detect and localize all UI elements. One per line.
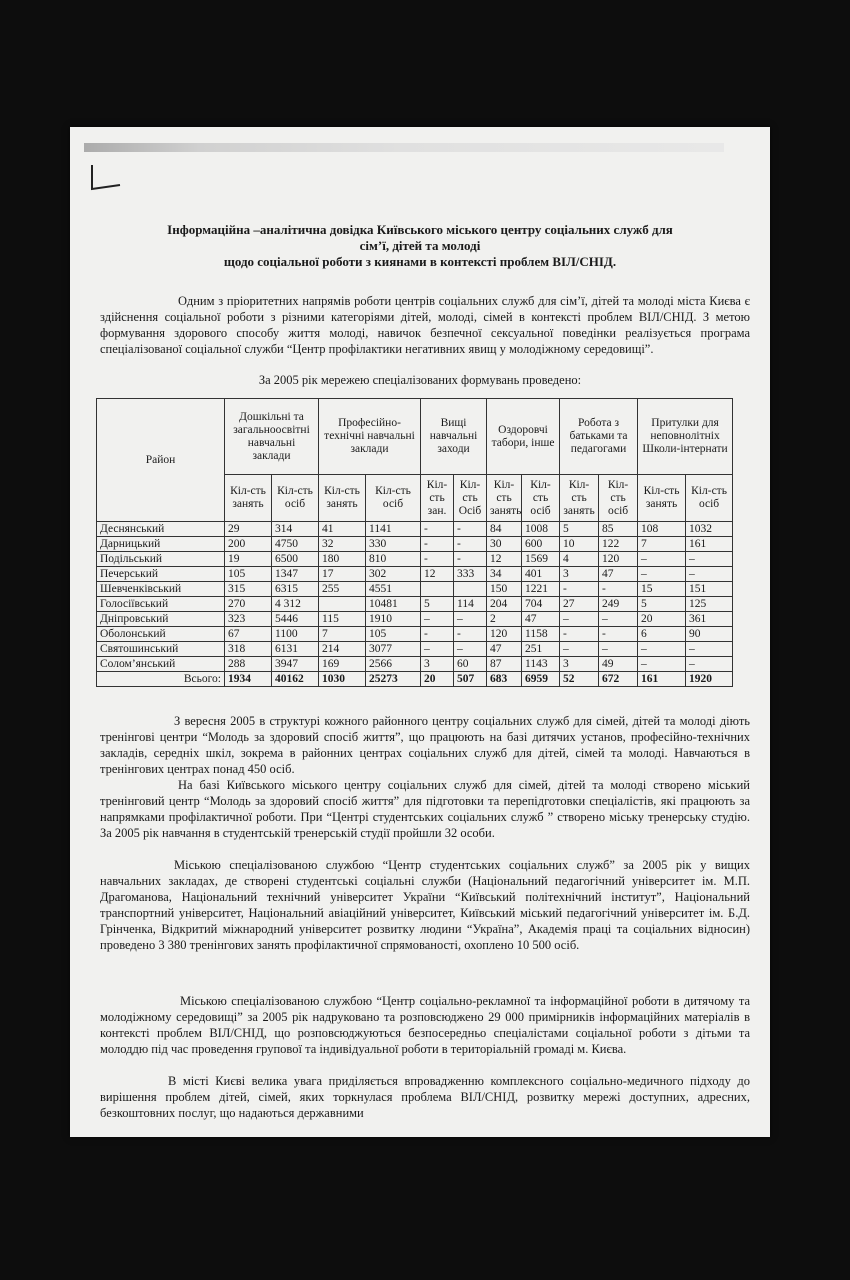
- table-cell: 161: [638, 672, 686, 687]
- total-row: [97, 672, 733, 687]
- table-cell: 1141: [366, 522, 421, 537]
- region-name: Дніпровський: [97, 612, 225, 627]
- table-cell: 4750: [272, 537, 319, 552]
- table-cell: –: [638, 642, 686, 657]
- table-cell: 810: [366, 552, 421, 567]
- table-cell: 1158: [522, 627, 560, 642]
- table-cell: 683: [487, 672, 522, 687]
- table-cell: 150: [487, 582, 522, 597]
- table-cell: 1934: [225, 672, 272, 687]
- table-cell: 6500: [272, 552, 319, 567]
- table-row: [97, 537, 733, 552]
- table-cell: 49: [599, 657, 638, 672]
- table-cell: 169: [319, 657, 366, 672]
- table-cell: -: [421, 537, 454, 552]
- table-cell: 108: [638, 522, 686, 537]
- group-header: Професійно-технічні навчальні заклади: [319, 399, 421, 475]
- group-header: Робота з батьками та педагогами: [560, 399, 638, 475]
- table-cell: 672: [599, 672, 638, 687]
- region-name: Оболонський: [97, 627, 225, 642]
- paragraph-social-medical-approach: В місті Києві велика увага приділяється впровадженню комплексного соціально-медичного підходу до вирішення проблем дітей, сімей, яких торкнулася проблема ВІЛ/СНІД, розвитку мережі доступних, адресних, безкоштовних послуг, що надаються державними: [100, 1074, 750, 1120]
- table-cell: 47: [522, 612, 560, 627]
- table-cell: 161: [686, 537, 733, 552]
- subheader: Кіл-сть осіб: [522, 475, 560, 522]
- table-cell: 270: [225, 597, 272, 612]
- table-cell: 19: [225, 552, 272, 567]
- table-cell: 10481: [366, 597, 421, 612]
- region-name: Деснянський: [97, 522, 225, 537]
- table-cell: -: [421, 552, 454, 567]
- table-cell: 314: [272, 522, 319, 537]
- document-title: [110, 222, 730, 270]
- table-cell: 41: [319, 522, 366, 537]
- table-cell: 361: [686, 612, 733, 627]
- table-cell: 84: [487, 522, 522, 537]
- table-cell: 6131: [272, 642, 319, 657]
- table-cell: 5: [560, 522, 599, 537]
- paragraph-information-materials: Міською спеціалізованою службою “Центр соціально-рекламної та інформаційної роботи в дитячому та молодіжному середовищі” за 2005 рік надруковано та розповсюджено 29 000 примірників інформаційних матеріалів в контексті проблем ВІЛ/СНІД, що розповсюджуються безпосередньо спеціалістами соціальної роботи з дітьми та молоддю під час проведення групової та індивідуальної роботи в територіальній громаді м. Києва.: [100, 994, 750, 1056]
- table-cell: 114: [454, 597, 487, 612]
- table-cell: –: [638, 567, 686, 582]
- table-cell: 180: [319, 552, 366, 567]
- intro-paragraph: Одним з пріоритетних напрямів роботи центрів соціальних служб для сім’ї, дітей та молоді міста Києва є здійснення соціальної роботи з різними категоріями дітей, молоді, сімей в контексті проблем ВІЛ/СНІД. З метою формування здорового способу життя молоді, навичок безпечної сексуальної поведінки реалізується програма спеціалізованої соціальної служби “Центр профілактики негативних явищ у молодіжному середовищі”.: [100, 294, 750, 356]
- table-cell: –: [686, 642, 733, 657]
- table-cell: 330: [366, 537, 421, 552]
- paragraph-city-training-center: На базі Київського міського центру соціальних служб для сімей, дітей та молоді створено міський тренінговий центр “Молодь за здоровий спосіб життя” для підготовки та перепідготовки спеціалістів, які працюють за напрямками профілактичної роботи. При “Центрі студентських соціальних служб ” створено міську тренерську студію. За 2005 рік навчання в студентській тренерській студії пройшли 32 особи.: [100, 778, 750, 840]
- table-cell: 600: [522, 537, 560, 552]
- table-cell: 47: [599, 567, 638, 582]
- table-cell: 20: [421, 672, 454, 687]
- table-cell: 151: [686, 582, 733, 597]
- table-cell: 249: [599, 597, 638, 612]
- region-name: Печерський: [97, 567, 225, 582]
- table-cell: –: [686, 567, 733, 582]
- table-cell: -: [454, 522, 487, 537]
- table-cell: 1347: [272, 567, 319, 582]
- table-cell: 204: [487, 597, 522, 612]
- table-cell: 29: [225, 522, 272, 537]
- table-cell: 32: [319, 537, 366, 552]
- table-cell: –: [454, 642, 487, 657]
- table-row: [97, 657, 733, 672]
- table-cell: 1910: [366, 612, 421, 627]
- table-cell: 25273: [366, 672, 421, 687]
- table-row: [97, 597, 733, 612]
- table-cell: -: [421, 522, 454, 537]
- title-line: сім’ї, дітей та молоді: [359, 238, 481, 253]
- table-row: [97, 612, 733, 627]
- table-cell: -: [560, 627, 599, 642]
- subheader: Кіл-сть Осіб: [454, 475, 487, 522]
- table-cell: 20: [638, 612, 686, 627]
- table-cell: 7: [319, 627, 366, 642]
- paragraph-student-services: Міською спеціалізованою службою “Центр студентських соціальних служб” за 2005 рік у вищих навчальних закладах, де створені студентські соціальні служби (Національний педагогічний університет ім. М.П. Драгоманова, Національний технічний університет України “Київський політехнічний інститут”, Національний транспортний університет, Національний авіаційний університет, Київський міський педагогічний університет ім. Б.Д. Грінченка, Відкритий міжнародний університет розвитку людини “Україна”, Академія праці та соціальних відносин) проведено 3 380 тренінгових занять профілактичної спрямованості, охоплено 10 500 осіб.: [100, 858, 750, 952]
- table-cell: 255: [319, 582, 366, 597]
- table-cell: -: [599, 582, 638, 597]
- table-cell: -: [599, 627, 638, 642]
- table-cell: 4551: [366, 582, 421, 597]
- table-cell: 200: [225, 537, 272, 552]
- table-caption: За 2005 рік мережею спеціалізованих формувань проведено:: [258, 373, 582, 387]
- document-page: [70, 127, 770, 1137]
- table-cell: 40162: [272, 672, 319, 687]
- subheader: Кіл-сть осіб: [272, 475, 319, 522]
- table-cell: 120: [487, 627, 522, 642]
- table-cell: 1030: [319, 672, 366, 687]
- table-row: [97, 582, 733, 597]
- table-cell: -: [454, 627, 487, 642]
- table-cell: 1143: [522, 657, 560, 672]
- table-row: [97, 627, 733, 642]
- table-cell: –: [599, 642, 638, 657]
- subheader: Кіл-сть занять: [319, 475, 366, 522]
- table-cell: 10: [560, 537, 599, 552]
- table-cell: 302: [366, 567, 421, 582]
- subheader: Кіл-сть осіб: [599, 475, 638, 522]
- table-cell: 401: [522, 567, 560, 582]
- table-cell: –: [454, 612, 487, 627]
- table-cell: –: [560, 612, 599, 627]
- table-cell: 105: [366, 627, 421, 642]
- table-cell: 2: [487, 612, 522, 627]
- subheader: Кіл-сть занять: [560, 475, 599, 522]
- table-cell: 3: [560, 567, 599, 582]
- region-header: Район: [97, 399, 225, 522]
- table-cell: [421, 582, 454, 597]
- table-row: [97, 642, 733, 657]
- group-header: Дошкільні та загальноосвітні навчальні заклади: [225, 399, 319, 475]
- table-cell: –: [560, 642, 599, 657]
- table-cell: –: [686, 552, 733, 567]
- table-cell: 122: [599, 537, 638, 552]
- table-cell: 5: [421, 597, 454, 612]
- table-cell: 315: [225, 582, 272, 597]
- table-cell: –: [686, 657, 733, 672]
- table-body: [97, 522, 733, 687]
- table-cell: –: [421, 642, 454, 657]
- table-row: [97, 567, 733, 582]
- table-cell: 15: [638, 582, 686, 597]
- table-cell: 4: [560, 552, 599, 567]
- subheader: Кіл-сть осіб: [686, 475, 733, 522]
- subheader: Кіл-сть занять: [487, 475, 522, 522]
- table-cell: 1569: [522, 552, 560, 567]
- table-cell: 507: [454, 672, 487, 687]
- table-cell: 323: [225, 612, 272, 627]
- table-cell: 704: [522, 597, 560, 612]
- table-cell: –: [421, 612, 454, 627]
- table-cell: 1221: [522, 582, 560, 597]
- table-cell: 7: [638, 537, 686, 552]
- region-name: Шевченківський: [97, 582, 225, 597]
- table-cell: 87: [487, 657, 522, 672]
- table-cell: 1032: [686, 522, 733, 537]
- table-cell: 115: [319, 612, 366, 627]
- table-row: [97, 522, 733, 537]
- table-cell: 34: [487, 567, 522, 582]
- table-cell: 47: [487, 642, 522, 657]
- table-cell: 333: [454, 567, 487, 582]
- table-cell: 2566: [366, 657, 421, 672]
- table-cell: 85: [599, 522, 638, 537]
- table-cell: 6: [638, 627, 686, 642]
- table-cell: –: [638, 552, 686, 567]
- region-name: Подільський: [97, 552, 225, 567]
- table-cell: 17: [319, 567, 366, 582]
- title-line: Інформаційна –аналітична довідка Київського міського центру соціальних служб для: [167, 222, 673, 237]
- table-cell: -: [454, 537, 487, 552]
- group-header: Оздоровчі табори, інше: [487, 399, 560, 475]
- table-cell: 90: [686, 627, 733, 642]
- table-cell: 251: [522, 642, 560, 657]
- table-cell: -: [421, 627, 454, 642]
- table-cell: –: [599, 612, 638, 627]
- subheader: Кіл-сть занять: [225, 475, 272, 522]
- table-cell: 318: [225, 642, 272, 657]
- table-cell: 1008: [522, 522, 560, 537]
- table-cell: 6315: [272, 582, 319, 597]
- region-name: Дарницький: [97, 537, 225, 552]
- table-cell: 12: [487, 552, 522, 567]
- table-cell: –: [638, 657, 686, 672]
- table-cell: 120: [599, 552, 638, 567]
- table-cell: 3: [560, 657, 599, 672]
- table-cell: 6959: [522, 672, 560, 687]
- region-name: Святошинський: [97, 642, 225, 657]
- table-cell: -: [560, 582, 599, 597]
- corner-mark-icon: [86, 163, 126, 193]
- scan-artifact-bar: [84, 143, 724, 152]
- table-cell: 27: [560, 597, 599, 612]
- table-cell: 288: [225, 657, 272, 672]
- region-name: Голосіївський: [97, 597, 225, 612]
- table-cell: 30: [487, 537, 522, 552]
- statistics-table: [96, 398, 733, 687]
- table-row: [97, 552, 733, 567]
- table-cell: [319, 597, 366, 612]
- total-label: Всього:: [97, 672, 225, 687]
- table-cell: 1100: [272, 627, 319, 642]
- table-cell: 5446: [272, 612, 319, 627]
- table-cell: -: [454, 552, 487, 567]
- table-cell: 60: [454, 657, 487, 672]
- table-cell: 3947: [272, 657, 319, 672]
- table-cell: 3: [421, 657, 454, 672]
- region-name: Солом’янський: [97, 657, 225, 672]
- group-header: Притулки для неповнолітніх Школи-інтернати: [638, 399, 733, 475]
- group-header: Вищі навчальні заходи: [421, 399, 487, 475]
- table-cell: 1920: [686, 672, 733, 687]
- table-cell: [454, 582, 487, 597]
- subheader: Кіл-сть осіб: [366, 475, 421, 522]
- paragraph-training-centers: З вересня 2005 в структурі кожного районного центру соціальних служб для сімей, дітей та молоді діють тренінгові центри “Молодь за здоровий спосіб життя”, що працюють на базі дитячих установ, професійно-технічних закладів, середніх шкіл, зокрема в районних центрах соціальних служб для дітей, сімей та молоді. Навчаються в тренінгових центрах понад 450 осіб.: [100, 714, 750, 776]
- subheader: Кіл-сть занять: [638, 475, 686, 522]
- table-cell: 4 312: [272, 597, 319, 612]
- table-cell: 12: [421, 567, 454, 582]
- subheader: Кіл-сть зан.: [421, 475, 454, 522]
- title-line: щодо соціальної роботи з киянами в контексті проблем ВІЛ/СНІД.: [223, 254, 617, 269]
- table-cell: 214: [319, 642, 366, 657]
- table-cell: 3077: [366, 642, 421, 657]
- table-cell: 125: [686, 597, 733, 612]
- table-cell: 52: [560, 672, 599, 687]
- table-cell: 67: [225, 627, 272, 642]
- table-cell: 5: [638, 597, 686, 612]
- table-cell: 105: [225, 567, 272, 582]
